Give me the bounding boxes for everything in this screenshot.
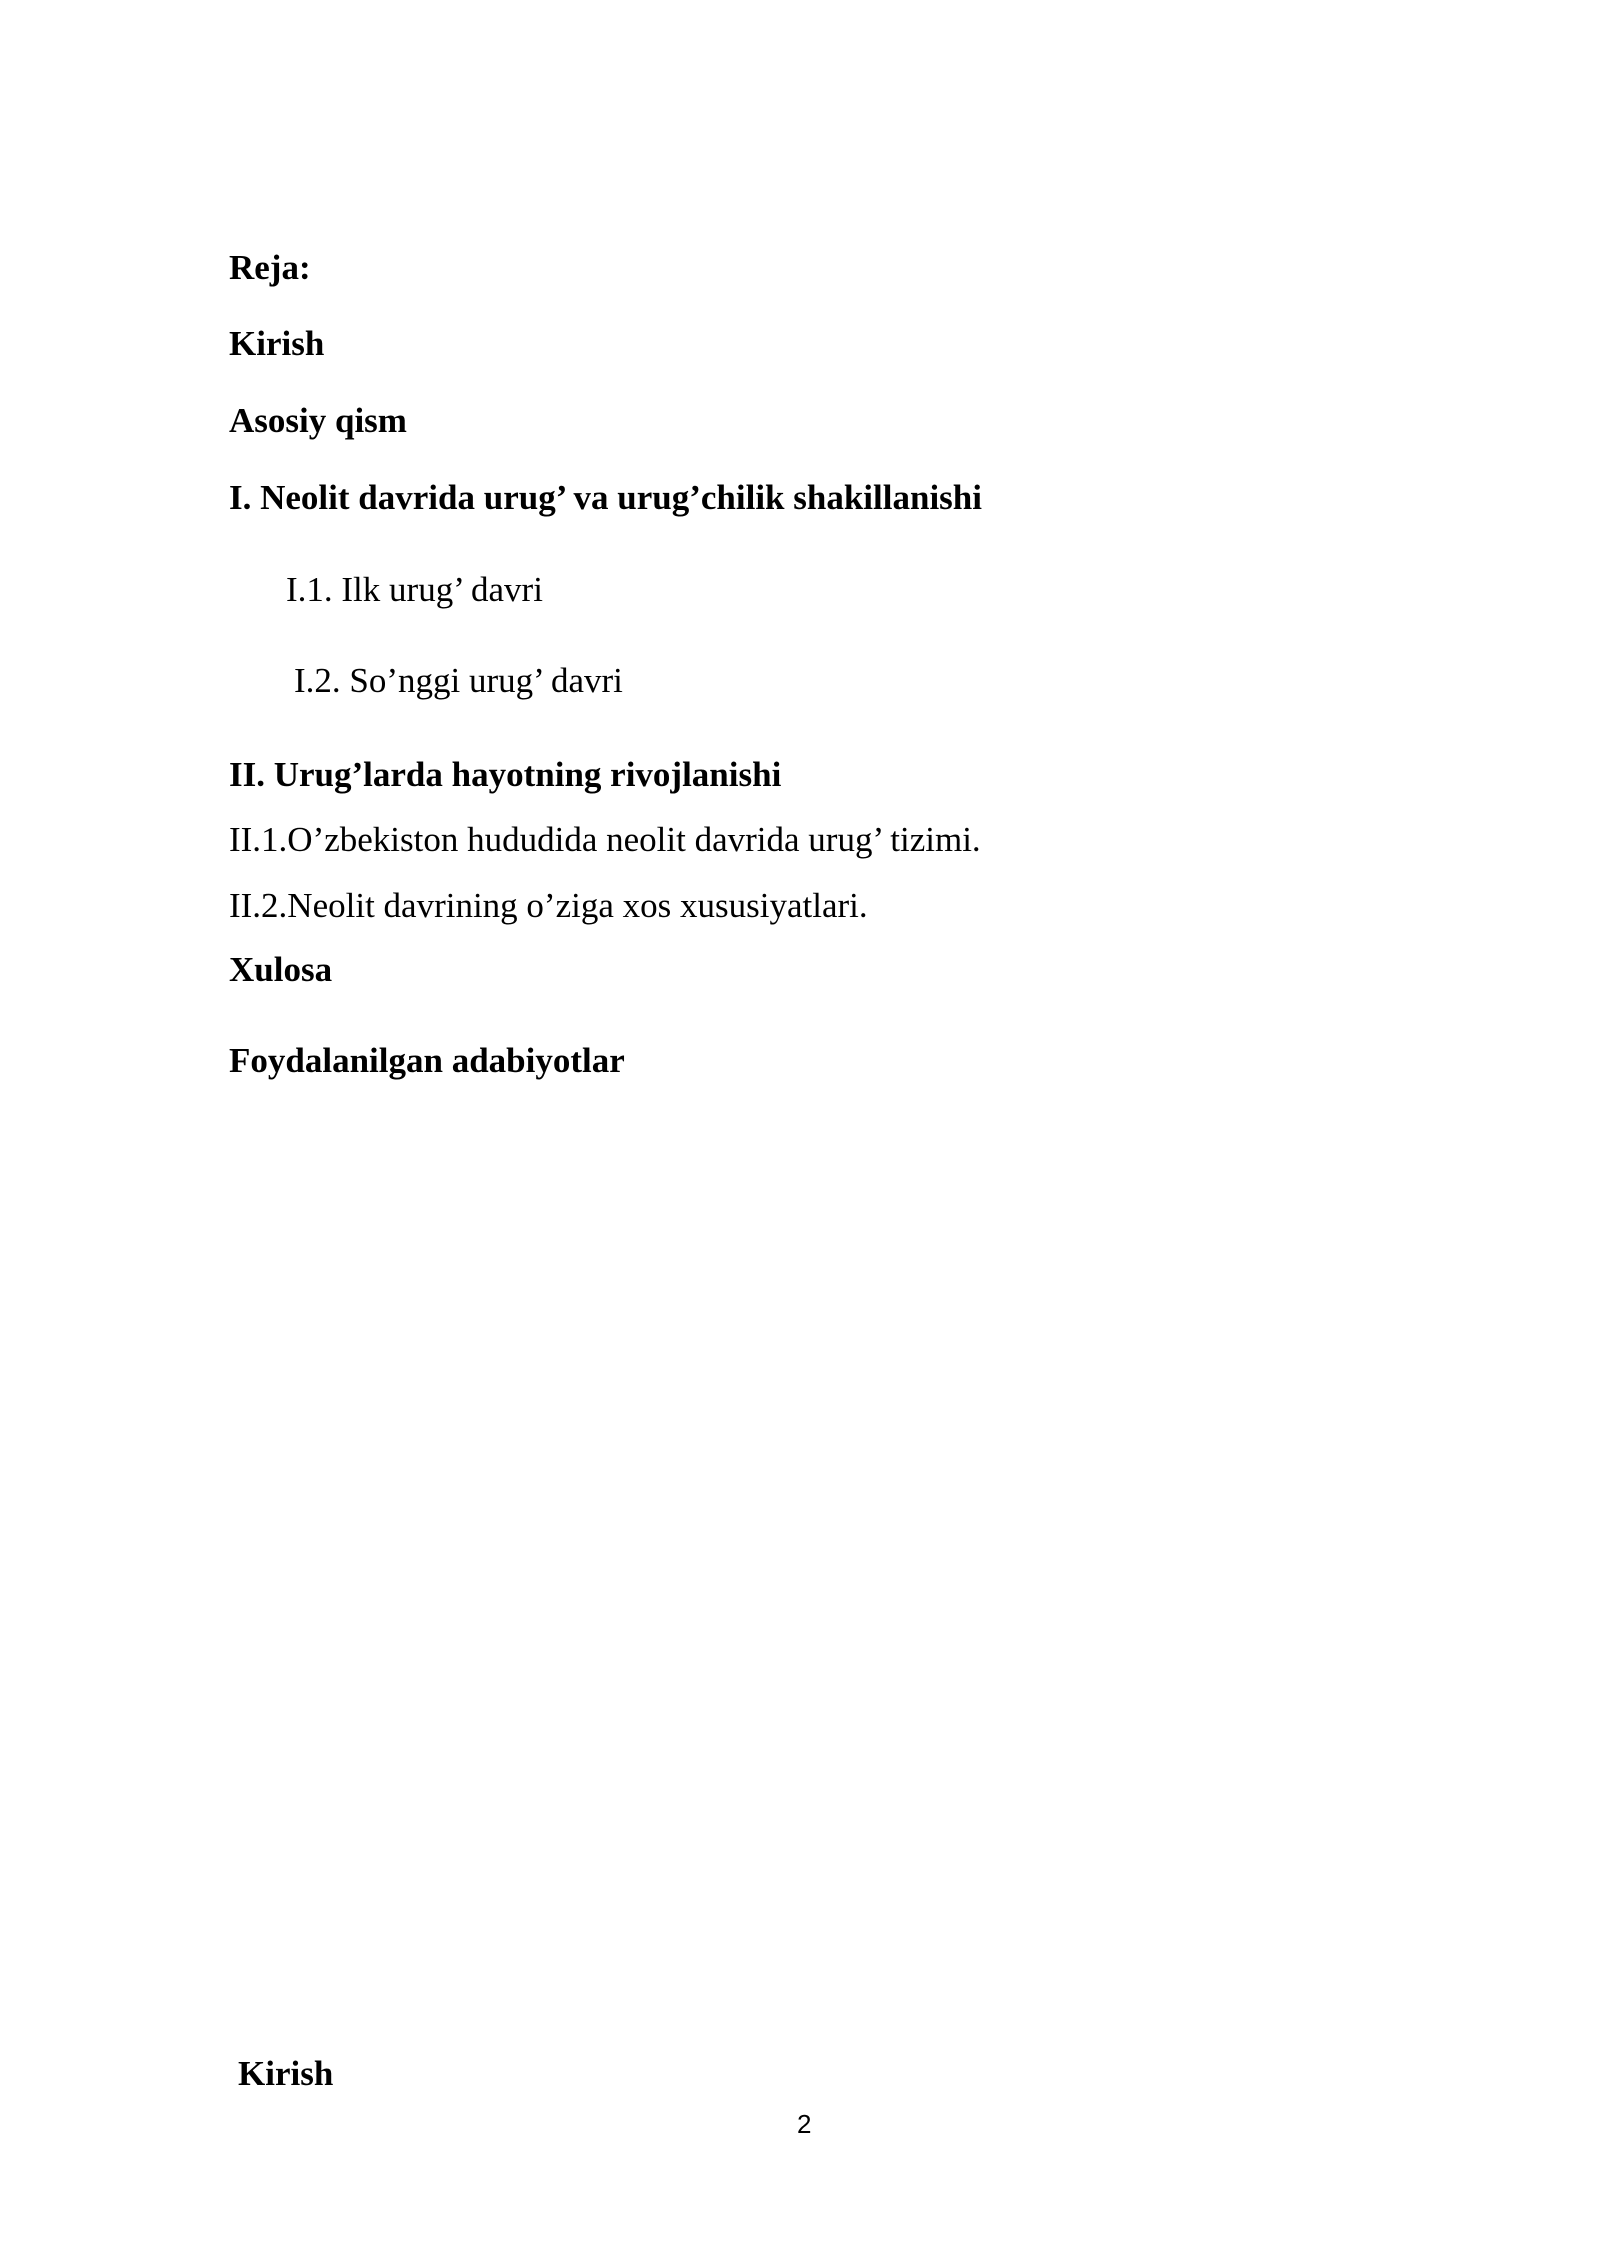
next-section-heading: Kirish [238, 2054, 334, 2093]
section-2-item-1: II.1.O’zbekiston hududida neolit davrida urug’ tizimi. [229, 820, 981, 859]
section-2-item-2: II.2.Neolit davrining o’ziga xos xususiyatlari. [229, 886, 868, 925]
plan-main-part: Asosiy qism [229, 401, 407, 440]
plan-intro: Kirish [229, 324, 325, 363]
plan-heading: Reja: [229, 248, 311, 287]
plan-references: Foydalanilgan adabiyotlar [229, 1041, 625, 1080]
section-1-item-1: I.1. Ilk urug’ davri [286, 570, 543, 609]
section-1-title: I. Neolit davrida urug’ va urug’chilik shakillanishi [229, 478, 982, 517]
page-number: 2 [797, 2109, 812, 2139]
section-2-title: II. Urug’larda hayotning rivojlanishi [229, 755, 782, 794]
section-1-item-2: I.2. So’nggi urug’ davri [294, 661, 623, 700]
plan-conclusion: Xulosa [229, 950, 333, 989]
